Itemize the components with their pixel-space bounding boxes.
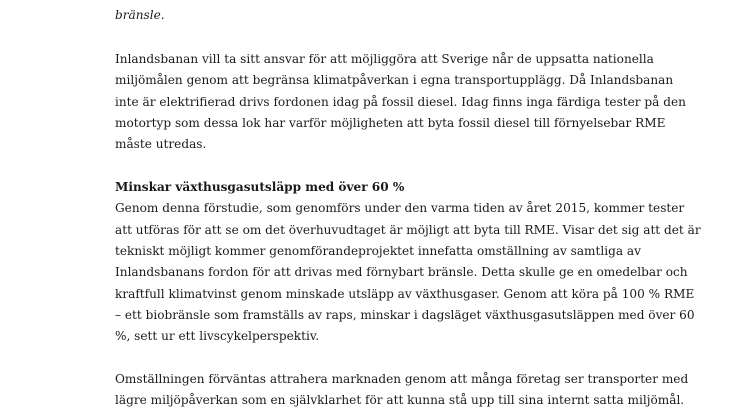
paragraph-line: motortyp som dessa lok har varför möjligheten att byta fossil diesel till förnyelsebar RME — [115, 116, 666, 130]
section-heading: Minskar växthusgasutsläpp med över 60 % — [115, 180, 405, 194]
paragraph-line: Omställningen förväntas attrahera marknaden genom att många företag ser transporter med — [115, 372, 689, 386]
paragraph-line: – ett biobränsle som framställs av raps, minskar i dagsläget växthusgasutsläppen med över 60 — [115, 308, 695, 322]
paragraph-line: Genom denna förstudie, som genomförs under den varma tiden av året 2015, kommer tester — [115, 201, 685, 215]
intro-tail-text: bränsle. — [115, 8, 165, 22]
paragraph-line: %, sett ur ett livscykelperspektiv. — [115, 329, 320, 343]
paragraph-line: att utföras för att se om det överhuvudtaget är möjligt att byta till RME. Visar det sig att det är — [115, 223, 701, 237]
paragraph-line: Inlandsbanans fordon för att drivas med förnybart bränsle. Detta skulle ge en omedelbar och — [115, 265, 688, 279]
paragraph-line: lägre miljöpåverkan som en självklarhet för att kunna stå upp till sina internt satta miljömål. — [115, 393, 685, 407]
paragraph-line: inte är elektrifierad drivs fordonen idag på fossil diesel. Idag finns inga färdiga tester på den — [115, 95, 686, 109]
paragraph-line: måste utredas. — [115, 137, 207, 151]
paragraph-line: kraftfull klimatvinst genom minskade utsläpp av växthusgaser. Genom att köra på 100 % RME — [115, 287, 695, 301]
paragraph-line: miljömålen genom att begränsa klimatpåverkan i egna transportupplägg. Då Inlandsbanan — [115, 73, 674, 87]
paragraph-line: Inlandsbanan vill ta sitt ansvar för att möjliggöra att Sverige når de uppsatta nationella — [115, 52, 654, 66]
paragraph-line: tekniskt möjligt kommer genomförandeprojektet innefatta omställning av samtliga av — [115, 244, 641, 258]
